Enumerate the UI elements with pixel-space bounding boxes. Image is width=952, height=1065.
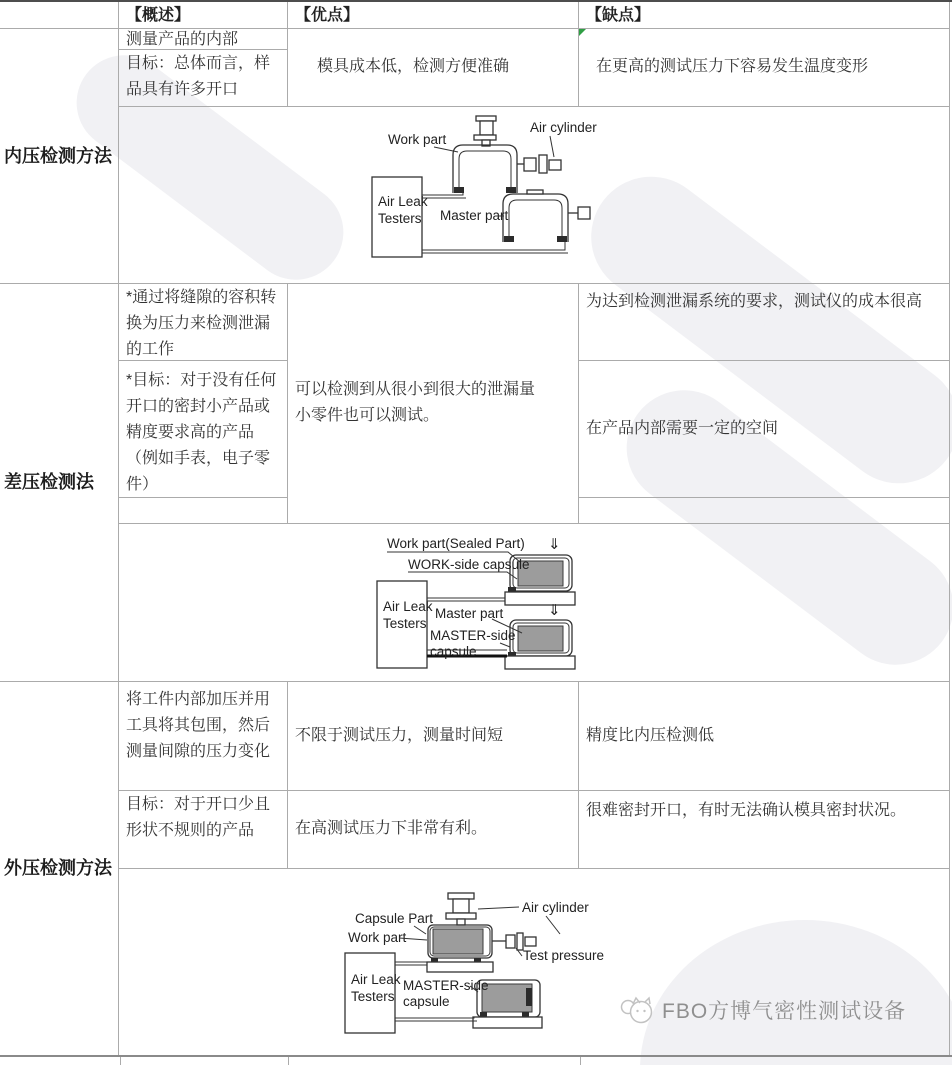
row-3-overview-1 [118,681,288,791]
air-cylinder-label: Air cylinder [530,120,597,135]
row-2-overview-2-text: *目标：对于没有任何开口的密封小产品或精度要求高的产品（例如手表，电子零件） [126,372,277,493]
row-1-overview-2 [118,49,288,107]
tester-label-line2: Testers [378,211,422,226]
master-capsule-label-line1: MASTER-side [430,628,516,643]
row-3-label-text: 外压检测方法 [4,858,112,878]
row-2-cons-1 [578,283,950,361]
row-2-cons-2-text: 在产品内部需要一定的空间 [586,419,779,437]
row-2-overview-spacer [118,497,288,524]
row-3-cons-1 [578,681,950,791]
work-part-label: Work part(Sealed Part) [387,536,525,551]
row-2-label [0,283,119,682]
brand-watermark [618,994,906,1026]
diagram-external-pressure [118,868,949,1055]
row-2-cons-spacer [578,497,950,524]
table-bottom-border [0,1055,952,1057]
tester-label-line2: Testers [351,989,395,1004]
row-3-overview-2-text: 目标：对于开口少且形状不规则的产品 [126,796,271,839]
row-3-pros-2-text: 在高测试压力下非常有利。 [295,820,488,837]
row-2-pros-text-2: 小零件也可以测试。 [295,407,440,424]
work-capsule-label: WORK-side capsule [408,557,530,572]
work-part-label: Work part [348,930,407,945]
row-1-cons [578,28,950,107]
air-cylinder-label: Air cylinder [522,900,589,915]
diagram-internal-pressure [118,106,949,283]
row-3-pros-1 [287,681,579,791]
row-2-overview-2 [118,360,288,498]
diagram-differential-pressure [118,523,949,681]
work-part-label: Work part [388,132,447,147]
row-3-cons-2 [578,790,950,869]
down-arrow-icon: ⇓ [548,535,561,553]
row-3-label [0,681,119,1056]
header-pros [287,2,579,29]
test-pressure-label: Test pressure [523,948,605,963]
tester-label-line1: Air Leak [383,599,433,614]
row-3-pros-1-text: 不限于测试压力，测量时间短 [295,726,504,744]
row-3-diagram-cell [118,868,950,1056]
row-1-pros [287,28,579,107]
row-1-overview-1-text: 测量产品的内部 [126,31,239,48]
header-overview [118,2,288,29]
row-2-label-text: 差压检测法 [4,472,94,492]
row-1-label [0,28,119,284]
row-1-diagram-cell [118,106,950,284]
row-3-overview-1-text: 将工件内部加压并用工具将其包围，然后测量间隙的压力变化 [126,691,271,760]
row-2-cons-1-text: 为达到检测泄漏系统的要求，测试仪的成本很高 [586,293,923,310]
master-part-label: Master part [440,208,509,223]
master-part-label: Master part [435,606,504,621]
header-cons [578,2,950,29]
row-2-pros-text-1: 可以检测到从很小到很大的泄漏量 [295,381,536,398]
next-row-stub [288,1057,289,1065]
tester-label-line1: Air Leak [378,194,428,209]
brand-logo-icon [618,994,656,1026]
row-2-cons-2 [578,360,950,498]
row-1-label-text: 内压检测方法 [4,145,112,166]
capsule-part-label: Capsule Part [355,911,434,926]
row-2-pros [287,283,579,524]
cell-corner-marker [579,29,586,36]
header-cons-label: 【缺点】 [586,7,651,24]
row-2-diagram-cell [118,523,950,682]
master-capsule-label-line1: MASTER-side [403,978,489,993]
table-top-border [0,0,952,2]
row-1-overview-1 [118,28,288,50]
row-1-cons-text: 在更高的测试压力下容易发生温度变形 [596,58,869,75]
row-3-overview-2 [118,790,288,869]
tester-label-line1: Air Leak [351,972,401,987]
master-capsule-label-line2: capsule [430,644,477,659]
row-1-overview-2-text: 目标：总体而言，样品具有许多开口 [126,55,271,98]
header-overview-label: 【概述】 [126,7,191,24]
row-3-pros-2 [287,790,579,869]
row-2-overview-1 [118,283,288,361]
next-row-stub [580,1057,581,1065]
row-1-pros-text: 模具成本低，检测方便准确 [317,58,510,75]
header-corner-cell [0,2,119,29]
next-row-stub [120,1057,121,1065]
row-3-cons-2-text: 很难密封开口，有时无法确认模具密封状况。 [586,802,907,819]
row-2-overview-1-text: *通过将缝隙的容积转换为压力来检测泄漏的工作 [126,289,277,358]
brand-watermark-text: FBO方博气密性测试设备 [662,1000,907,1023]
master-capsule-label-line2: capsule [403,994,450,1009]
tester-label-line2: Testers [383,616,427,631]
header-pros-label: 【优点】 [295,7,360,24]
row-3-cons-1-text: 精度比内压检测低 [586,726,715,744]
down-arrow-icon: ⇓ [548,601,561,619]
